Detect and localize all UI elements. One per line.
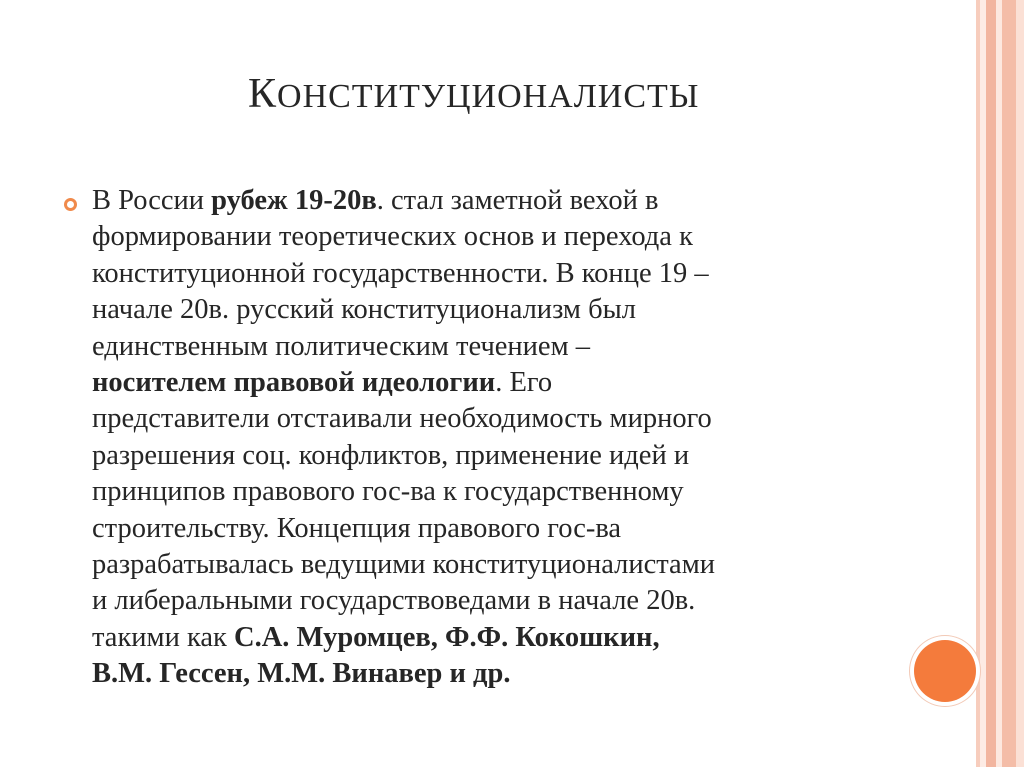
bold-text: носителем правовой идеологии: [92, 367, 496, 399]
body-paragraph: [92, 183, 892, 693]
text-line: принципов правового гос-ва к государственному: [92, 476, 684, 508]
text-run: . стал заметной вехой в: [376, 185, 659, 216]
text-line: и либеральными государствоведами в начале 20в.: [92, 585, 696, 617]
text-run: такими как: [92, 621, 234, 653]
text-run: В России: [92, 185, 212, 216]
stripe: [1016, 0, 1024, 767]
text-line: [92, 183, 892, 219]
ring-bullet-icon: [64, 198, 77, 211]
slide-title: [248, 70, 699, 118]
text-line: [92, 656, 892, 692]
text-line: [92, 620, 892, 656]
stripe: [1002, 0, 1016, 767]
bold-text: В.М. Гессен, М.М. Винавер и др.: [92, 658, 511, 690]
stripe: [986, 0, 996, 767]
title-initial: К: [248, 71, 278, 117]
text-line: формировании теоретических основ и перехода к: [92, 221, 693, 253]
text-line: [92, 365, 892, 401]
decorative-circle: [914, 640, 976, 702]
bold-text: рубеж 19-20в: [211, 185, 377, 216]
text-line: начале 20в. русский конституционализм был: [92, 294, 636, 326]
title-rest: ОНСТИТУЦИОНАЛИСТЫ: [277, 78, 700, 115]
text-line: разрабатывалась ведущими конституционалистами: [92, 549, 715, 581]
bold-text: С.А. Муромцев, Ф.Ф. Кокошкин,: [234, 621, 660, 653]
text-line: конституционной государственности. В конце 19 –: [92, 257, 709, 289]
text-run: . Его: [495, 367, 553, 399]
text-line: разрешения соц. конфликтов, применение идей и: [92, 439, 690, 471]
decorative-stripes: [976, 0, 1024, 767]
text-line: представители отстаивали необходимость мирного: [92, 403, 712, 435]
text-line: единственным политическим течением –: [92, 330, 590, 362]
text-line: строительству. Концепция правового гос-ва: [92, 512, 622, 544]
